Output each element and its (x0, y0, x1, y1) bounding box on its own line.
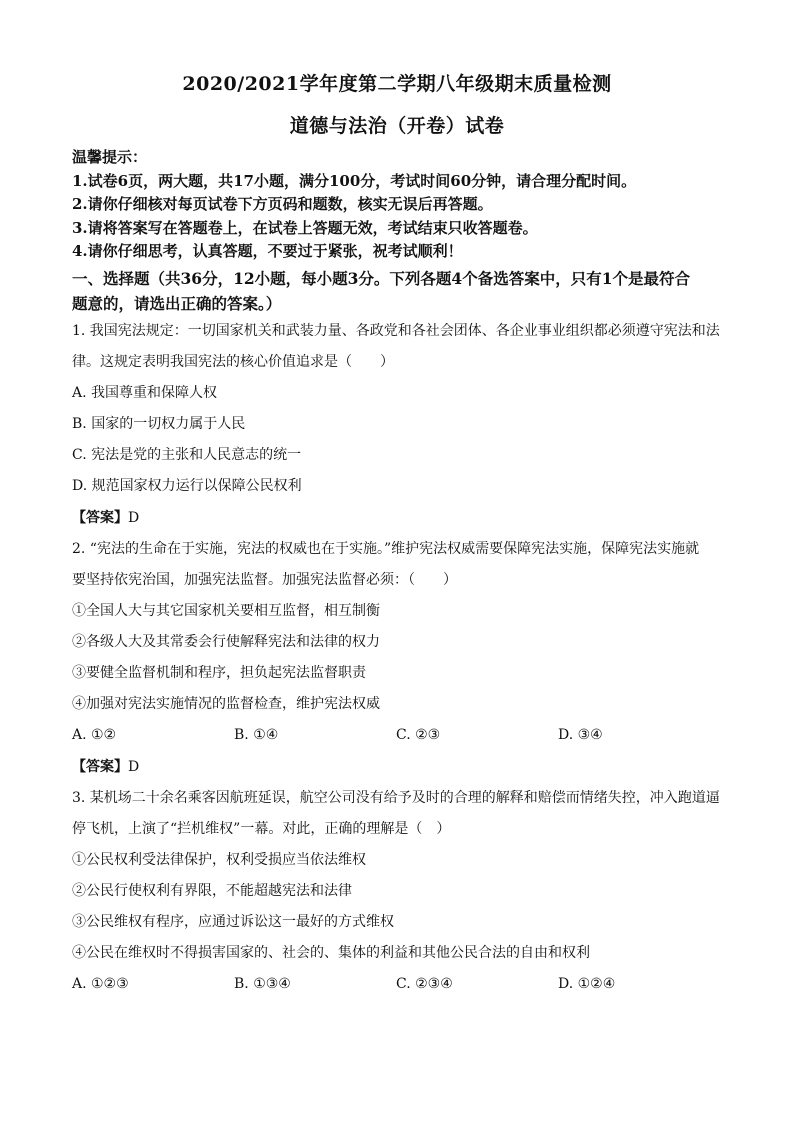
statement-1: ①全国人大与其它国家机关要相互监督，相互制衡 (72, 602, 380, 619)
question-2 (72, 534, 722, 751)
answer-value: D (128, 758, 140, 775)
answer-1 (72, 502, 722, 534)
choice-d: D. ①②④ (558, 975, 616, 992)
statement-3: ③公民维权有程序，应通过诉讼这一最好的方式维权 (72, 913, 394, 930)
statement-2: ②各级人大及其常委会行使解释宪法和法律的权力 (72, 633, 380, 650)
statement-2: ②公民行使权利有界限，不能超越宪法和法律 (72, 882, 352, 899)
question-stem: 3. 某机场二十余名乘客因航班延误，航空公司没有给予及时的合理的解释和赔偿而情绪失控，冲入跑道逼 (72, 789, 720, 806)
tip-item: 2.请你仔细核对每页试卷下方页码和题数，核实无误后再答题。 (72, 195, 493, 213)
question-3 (72, 783, 722, 1000)
choice-c: C. ②③④ (396, 975, 453, 992)
statement-1: ①公民权利受法律保护，权利受损应当依法维权 (72, 851, 366, 868)
section-1-heading: 一、选择题（共36分，12小题，每小题3分。下列各题4个备选答案中，只有1个是最符合 题意的，请选出正确的答案。） (72, 268, 690, 313)
choice-row (72, 969, 722, 1000)
tip-item: 3.请将答案写在答题卷上，在试卷上答题无效，考试结束只收答题卷。 (72, 218, 538, 237)
answer-label: 【答案】 (72, 758, 128, 775)
choice-d: D. ③④ (558, 726, 603, 743)
choice-a: A. ①② (72, 726, 117, 743)
question-stem: 2. “宪法的生命在于实施，宪法的权威也在于实施。”维护宪法权威需要保障宪法实施，保障宪法实施就 (72, 540, 700, 557)
tip-item: 1.试卷6页，两大题，共17小题，满分100分，考试时间60分钟，请合理分配时间。 (72, 171, 637, 190)
answer-value: D (128, 509, 140, 526)
choice-b: B. ①④ (234, 726, 279, 743)
exam-title: 2020/2021学年度第二学期八年级期末质量检测 (182, 73, 612, 95)
exam-subtitle: 道德与法治（开卷）试卷 (289, 115, 505, 137)
statement-3: ③要健全监督机制和程序，担负起宪法监督职责 (72, 664, 366, 681)
question-stem: 1. 我国宪法规定：一切国家机关和武装力量、各政党和各社会团体、各企业事业组织都必须遵守宪法和法 (72, 322, 720, 339)
choice-c: C. ②③ (396, 726, 441, 743)
option-c: C. 宪法是党的主张和人民意志的统一 (72, 446, 302, 463)
tips-block (72, 146, 722, 264)
question-stem: 律。这规定表明我国宪法的核心价值追求是（ ） (72, 353, 394, 370)
option-d: D. 规范国家权力运行以保障公民权利 (72, 477, 302, 494)
question-stem: 要坚持依宪治国，加强宪法监督。加强宪法监督必须：（ ） (72, 571, 457, 588)
question-1 (72, 316, 722, 502)
answer-label: 【答案】 (72, 509, 128, 526)
choice-a: A. ①②③ (72, 975, 129, 992)
statement-4: ④加强对宪法实施情况的监督检查，维护宪法权威 (72, 695, 380, 712)
tips-heading: 温馨提示： (72, 148, 148, 166)
statement-4: ④公民在维权时不得损害国家的、社会的、集体的利益和其他公民合法的自由和权利 (72, 944, 590, 961)
tip-item: 4.请你仔细思考，认真答题，不要过于紧张，祝考试顺利！ (72, 242, 463, 260)
question-stem: 停飞机，上演了“拦机维权”一幕。对此，正确的理解是（ ） (72, 820, 451, 837)
choice-b: B. ①③④ (234, 975, 291, 992)
option-a: A. 我国尊重和保障人权 (72, 384, 218, 401)
answer-2 (72, 751, 722, 783)
option-b: B. 国家的一切权力属于人民 (72, 415, 246, 432)
choice-row (72, 720, 722, 751)
